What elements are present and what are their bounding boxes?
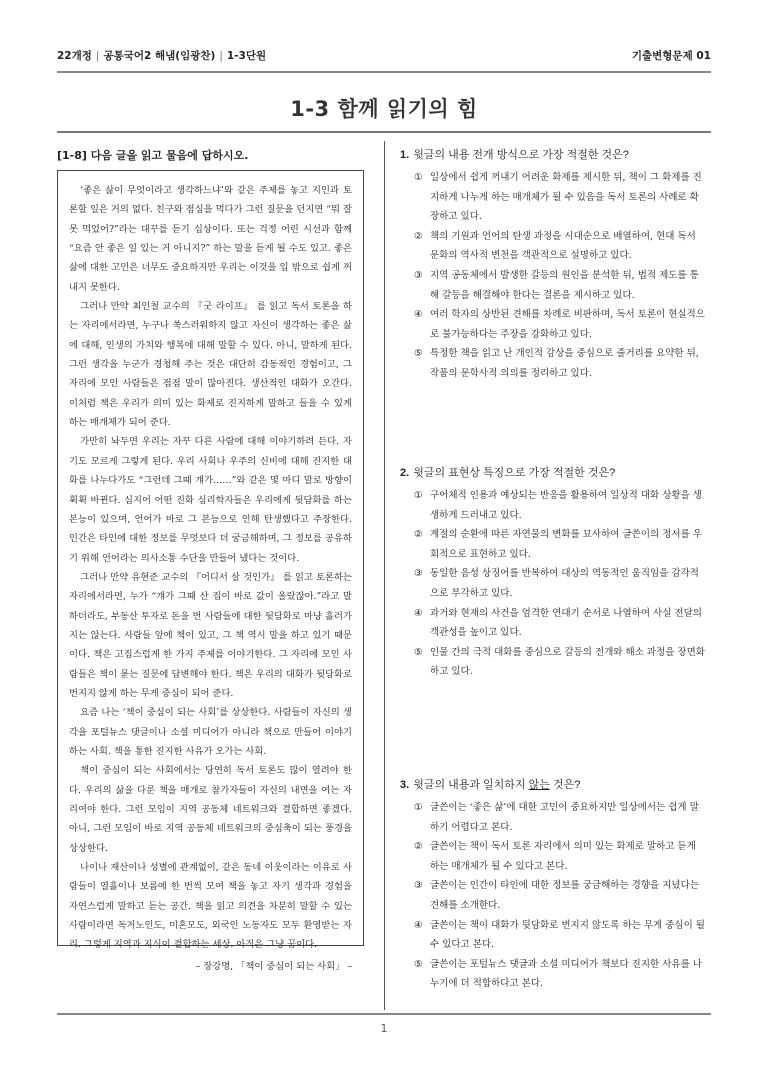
- answer-option[interactable]: [400, 604, 712, 643]
- passage-paragraph: 가만히 놔두면 우리는 자꾸 다른 사람에 대해 이야기하려 든다. 자기도 모르게 그렇게 된다. 우리 사회나 우주의 신비에 대해 진지한 대화를 나누다가도 “그런데 그때 걔가……”와 같은 몇 마디 말로 방향이 휙휙 바뀐다. 심지어 어떤 진화 심리학자들은 우리에게 뒷담화를 하는 본능이 있으며, 언어가 바로 그 본능으로 인해 탄생했다고 주장한다. 인간은 타인에 대한 정보를 무엇보다 더 궁금해하며, 그 정보를 공유하기 위해 언어라는 의사소통 수단을 만들어 냈다는 것이다.: [69, 436, 352, 564]
- option-text: 동일한 음성 상징어를 반복하여 대상의 역동적인 움직임을 감각적으로 부각하고 있다.: [430, 568, 699, 599]
- footer-rule: [57, 1013, 711, 1015]
- option-marker: ③: [414, 568, 423, 580]
- page-title: 1-3 함께 읽기의 힘: [290, 97, 478, 121]
- passage-paragraph: 책이 중심이 되는 사회에서는 당연히 독서 토론도 많이 열려야 한다. 우리의 삶을 다룬 책을 매개로 참가자들이 자신의 내면을 여는 자리여야 한다. 그런 모임이 지역 공동체 네트워크와 결합하면 좋겠다. 아니, 그런 모임이 바로 지역 공동체 네트워크의 중심축이 되는 풍경을 상상한다.: [69, 765, 352, 854]
- option-marker: ②: [414, 841, 423, 853]
- question-text: 윗글의 내용과 일치하지: [413, 779, 529, 791]
- page-header: [57, 48, 711, 68]
- option-marker: ①: [414, 490, 423, 501]
- answer-option[interactable]: [400, 266, 712, 305]
- header-separator: |: [95, 50, 100, 62]
- option-text: 지역 공동체에서 발생한 갈등의 원인을 분석한 뒤, 법적 제도를 통해 갈등을 해결해야 한다는 결론을 제시하고 있다.: [430, 269, 699, 301]
- passage-instruction: [1-8] 다음 글을 읽고 물음에 답하시오.: [57, 149, 249, 162]
- option-marker: ②: [414, 529, 423, 541]
- question-number: 2.: [400, 467, 410, 479]
- question-text: 윗글의 표현상 특징으로 가장 적절한 것은?: [413, 467, 616, 479]
- header-exam-label: 기출변형문제 01: [631, 50, 711, 62]
- answer-option[interactable]: [400, 525, 712, 564]
- passage-paragraph: 그러나 만약 최인철 교수의 『굿 라이프』 를 읽고 독서 토론을 하는 자리에서라면, 누구나 쑥스러워하지 않고 자신이 생각하는 좋은 삶에 대해, 인생의 가치와 행복에 대해 말할 수 있다. 아니, 말하게 된다. 그런 생각을 누군가 경청해 주는 것은 대단히 감동적인 경험이고, 그 자리에 모인 사람들은 점점 말이 많아진다. 생산적인 대화가 오간다. 이처럼 책은 우리가 의미 있는 화제로 진지하게 말하고 들을 수 있게 하는 매개체가 되어 준다.: [69, 301, 352, 429]
- option-text: 일상에서 쉽게 꺼내기 어려운 화제를 제시한 뒤, 책이 그 화제를 진지하게 나누게 하는 매개체가 될 수 있음을 독서 토론의 사례로 확장하고 있다.: [430, 172, 702, 223]
- option-marker: ⑤: [414, 348, 423, 360]
- question-text: 윗글의 내용 전개 방식으로 가장 적절한 것은?: [413, 149, 629, 161]
- page-number: 1: [380, 1022, 388, 1035]
- option-text: 글쓴이는 포털뉴스 댓글과 소셜 미디어가 책보다 진지한 사유를 나누기에 더 적합하다고 본다.: [430, 958, 702, 990]
- answer-option[interactable]: [400, 955, 712, 994]
- option-text: 계절의 순환에 따른 자연물의 변화를 묘사하여 글쓴이의 정서를 우회적으로 표현하고 있다.: [430, 529, 702, 560]
- answer-option[interactable]: [400, 486, 712, 525]
- option-marker: ⑤: [414, 958, 423, 970]
- option-text: 인물 간의 극적 대화를 중심으로 갈등의 전개와 해소 과정을 장면화하고 있다.: [430, 646, 705, 678]
- option-marker: ⑤: [414, 646, 423, 658]
- header-curriculum: 22개정: [57, 50, 92, 62]
- answer-option[interactable]: [400, 876, 712, 915]
- reading-passage: [57, 170, 364, 972]
- header-unit: 1-3단원: [226, 50, 267, 62]
- header-course-info: [57, 48, 266, 63]
- answer-option[interactable]: [400, 643, 712, 682]
- passage-paragraph: 그러나 만약 유현준 교수의 『어디서 살 것인가』 를 읽고 토론하는 자리에서라면, 누가 “걔가 그때 산 집이 바로 값이 올랐잖아.”라고 말하더라도, 부동산 투자로 돈을 번 사람들에 대한 뒷담화로 마냥 흘러가지는 않는다. 사람들 앞에 책이 있고, 그 책 역시 말을 하고 있기 때문이다. 책은 고집스럽게 한 가지 주제를 이야기한다. 그 자리에 모인 사람들은 책이 묻는 질문에 답변해야 한다. 책은 우리의 대화가 뒷담화로 번지지 않게 하는 무게 중심이 되어 준다.: [69, 571, 352, 699]
- column-divider: [384, 141, 385, 1010]
- option-marker: ①: [414, 802, 423, 813]
- option-text: 여러 학자의 상반된 견해를 차례로 비판하며, 독서 토론이 현실적으로 불가능하다는 주장을 강화하고 있다.: [430, 309, 705, 340]
- option-marker: ④: [414, 919, 423, 931]
- option-text: 글쓴이는 인간이 타인에 대한 정보를 궁금해하는 경향을 지녔다는 견해를 소개한다.: [430, 880, 699, 911]
- passage-source: – 장강명, 「책이 중심이 되는 사회」 –: [195, 960, 352, 972]
- option-text: 글쓴이는 ‘좋은 삶’에 대한 고민이 중요하지만 일상에서는 쉽게 말하기 어렵다고 본다.: [430, 802, 699, 833]
- header-rule: [57, 71, 711, 73]
- option-text: 특정한 책을 읽고 난 개인적 감상을 중심으로 줄거리를 요약한 뒤, 작품의 문학사적 의의를 정리하고 있다.: [430, 348, 699, 379]
- answer-option[interactable]: [400, 168, 712, 227]
- passage-paragraph: ‘좋은 삶이 무엇이라고 생각하느냐’와 같은 주제를 놓고 지인과 토론할 일은 거의 없다. 친구와 점심을 먹다가 그런 질문을 던지면 “뭐 잘못 먹었어?”라는 대꾸를 듣기 십상이다. 또는 걱정 어린 시선과 함께 “요즘 안 좋은 일 있는 거 아니지?” 하는 말을 듣게 될 수도 있고. 좋은 삶에 대한 고민은 너무도 중요하지만 우리는 이것을 입 밖으로 쉽게 꺼내지 못한다.: [69, 185, 352, 293]
- option-text: 과거와 현재의 사건을 엄격한 연대기 순서로 나열하여 사실 전달의 객관성을 높이고 있다.: [430, 607, 702, 639]
- option-marker: ③: [414, 880, 423, 892]
- question-stem: [400, 464, 712, 480]
- question-1: [400, 146, 712, 384]
- option-marker: ③: [414, 269, 423, 281]
- option-marker: ④: [414, 607, 423, 619]
- question-number: 3.: [400, 779, 410, 791]
- answer-option[interactable]: [400, 344, 712, 383]
- passage-paragraph: 나이나 재산이나 성별에 관계없이, 같은 동네 이웃이라는 이유로 사람들이 열흘이나 보름에 한 번씩 모여 책을 놓고 자기 생각과 경험을 자연스럽게 말하고 듣는 공간. 책을 읽고 의견을 차분히 말할 수 있는 사람이라면 독거노인도, 미혼모도, 외국인 노동자도 모두 환영받는 자리. 그렇게 지역과 지식이 결합하는 세상. 아직은 그냥 꿈이다.: [69, 862, 352, 951]
- option-text: 구어체적 인용과 예상되는 반응을 활용하여 일상적 대화 상황을 생생하게 드러내고 있다.: [430, 490, 702, 521]
- question-stem: [400, 776, 712, 792]
- header-separator: |: [219, 50, 223, 62]
- question-3: [400, 776, 712, 994]
- question-stem: [400, 146, 712, 162]
- answer-option[interactable]: [400, 305, 712, 344]
- header-textbook: 공통국어2 해냄(임광찬): [103, 50, 216, 62]
- option-marker: ②: [414, 230, 423, 242]
- question-emphasis: 않는: [528, 779, 550, 791]
- answer-option[interactable]: [400, 916, 712, 955]
- question-number: 1.: [400, 149, 410, 161]
- answer-option[interactable]: [400, 798, 712, 837]
- title-rule: [57, 131, 711, 133]
- passage-paragraph: 요즘 나는 ‘책이 중심이 되는 사회’를 상상한다. 사람들이 자신의 생각을 포털뉴스 댓글이나 소셜 미디어가 아니라 책으로 만들어 이야기하는 사회. 책을 통한 진지한 사유가 오가는 사회.: [69, 707, 352, 757]
- option-marker: ①: [414, 172, 423, 183]
- option-marker: ④: [414, 309, 423, 321]
- option-text: 책의 기원과 언어의 탄생 과정을 시대순으로 배열하여, 현대 독서 문화의 역사적 변천을 객관적으로 설명하고 있다.: [430, 230, 696, 262]
- option-text: 글쓴이는 책이 독서 토론 자리에서 의미 있는 화제로 말하고 듣게 하는 매개체가 될 수 있다고 본다.: [430, 841, 696, 872]
- question-text-end: 것은?: [549, 779, 581, 791]
- question-2: [400, 464, 712, 682]
- answer-option[interactable]: [400, 564, 712, 603]
- answer-option[interactable]: [400, 837, 712, 876]
- answer-option[interactable]: [400, 227, 712, 266]
- option-text: 글쓴이는 책이 대화가 뒷담화로 번지지 않도록 하는 무게 중심이 될 수 있다고 본다.: [430, 919, 705, 951]
